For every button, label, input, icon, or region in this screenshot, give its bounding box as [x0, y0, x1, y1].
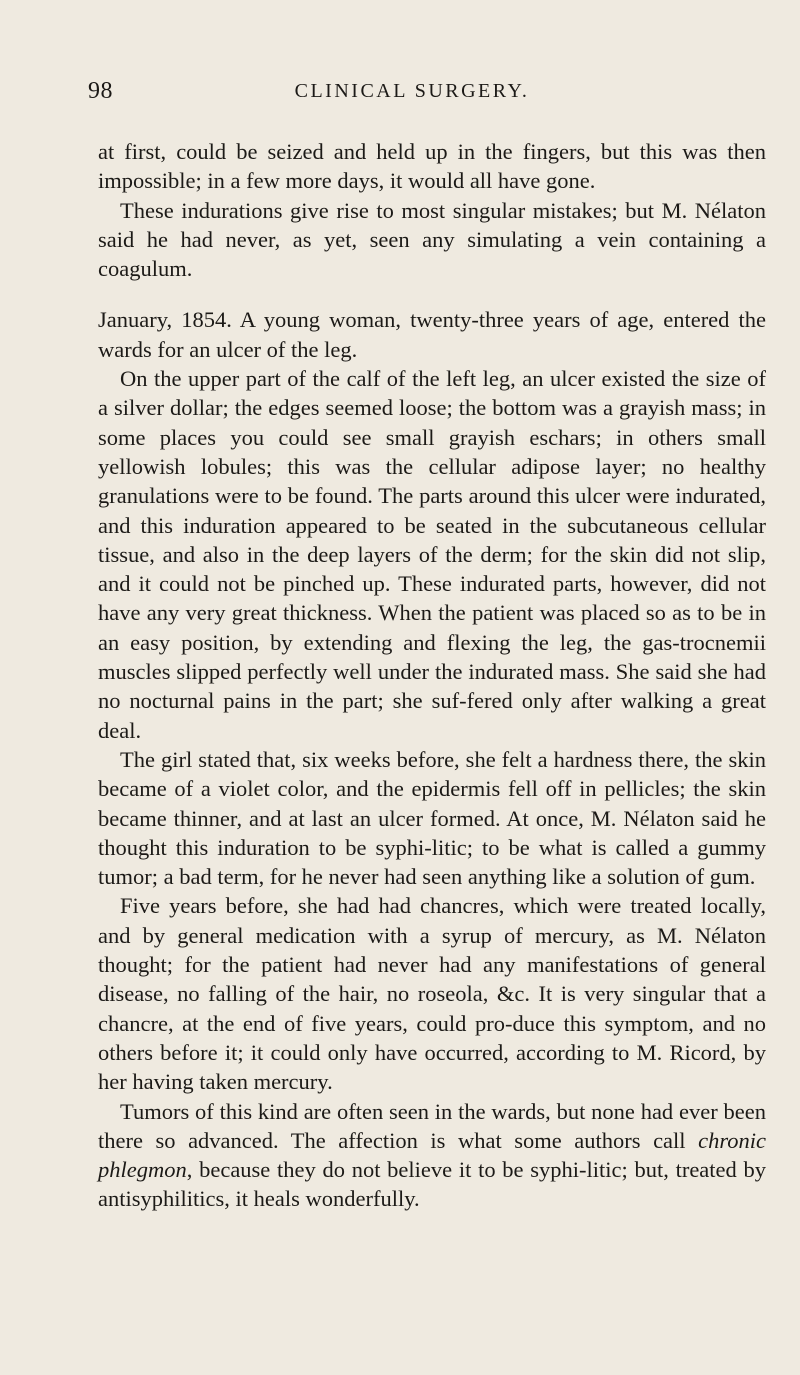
paragraph-history: The girl stated that, six weeks before, she felt a hardness there, the skin became of a violet color, and the epidermis fell off in pellicles; the skin became thinner, and at last an ulcer formed. At once, M. Nélaton said he thought this induration to be syphi-litic; to be what is called a gummy tumor; a bad term, for he never had seen anything like a solution of gum.: [98, 746, 766, 890]
paragraph-tumors: [98, 1097, 766, 1214]
paragraph-tumors-start: Tumors of this kind are often seen in the wards, but none had ever been there so advanced. The affection is what some authors call: [98, 1098, 766, 1153]
body-text: [98, 137, 766, 1214]
italic-term: chronic phlegmon: [98, 1127, 766, 1183]
paragraph-tumors-end: , because they do not believe it to be syphi-litic; but, treated by antisyphilitics, it heals wonderfully.: [98, 1157, 766, 1212]
running-title: CLINICAL SURGERY.: [294, 80, 530, 102]
page-number: 98: [88, 78, 113, 104]
paragraph-continuation: at first, could be seized and held up in the fingers, but this was then impossible; in a few more days, it would all have gone.: [98, 139, 766, 194]
paragraph-indurations: These indurations give rise to most singular mistakes; but M. Nélaton said he had never, as yet, seen any simulating a vein containing a coagulum.: [98, 197, 766, 282]
running-head: [88, 78, 736, 108]
paragraph-case-intro: January, 1854. A young woman, twenty-three years of age, entered the wards for an ulcer of the leg.: [98, 307, 766, 362]
paragraph-ulcer-description: On the upper part of the calf of the left leg, an ulcer existed the size of a silver dollar; the edges seemed loose; the bottom was a grayish mass; in some places you could see small grayish eschars; in others small yellowish lobules; this was the cellular adipose layer; no healthy granulations were to be found. The parts around this ulcer were indurated, and this induration appeared to be seated in the subcutaneous cellular tissue, and also in the deep layers of the derm; for the skin did not slip, and it could not be pinched up. These indurated parts, however, did not have any very great thickness. When the patient was placed so as to be in an easy position, by extending and flexing the leg, the gas-trocnemii muscles slipped perfectly well under the indurated mass. She said she had no nocturnal pains in the part; she suf-fered only after walking a great deal.: [98, 366, 766, 743]
paragraph-chancres: Five years before, she had had chancres, which were treated locally, and by general medication with a syrup of mercury, as M. Nélaton thought; for the patient had never had any manifestations of general disease, no falling of the hair, no roseola, &c. It is very singular that a chancre, at the end of five years, could pro-duce this symptom, and no others before it; it could only have occurred, according to M. Ricord, by her having taken mercury.: [98, 893, 766, 1095]
